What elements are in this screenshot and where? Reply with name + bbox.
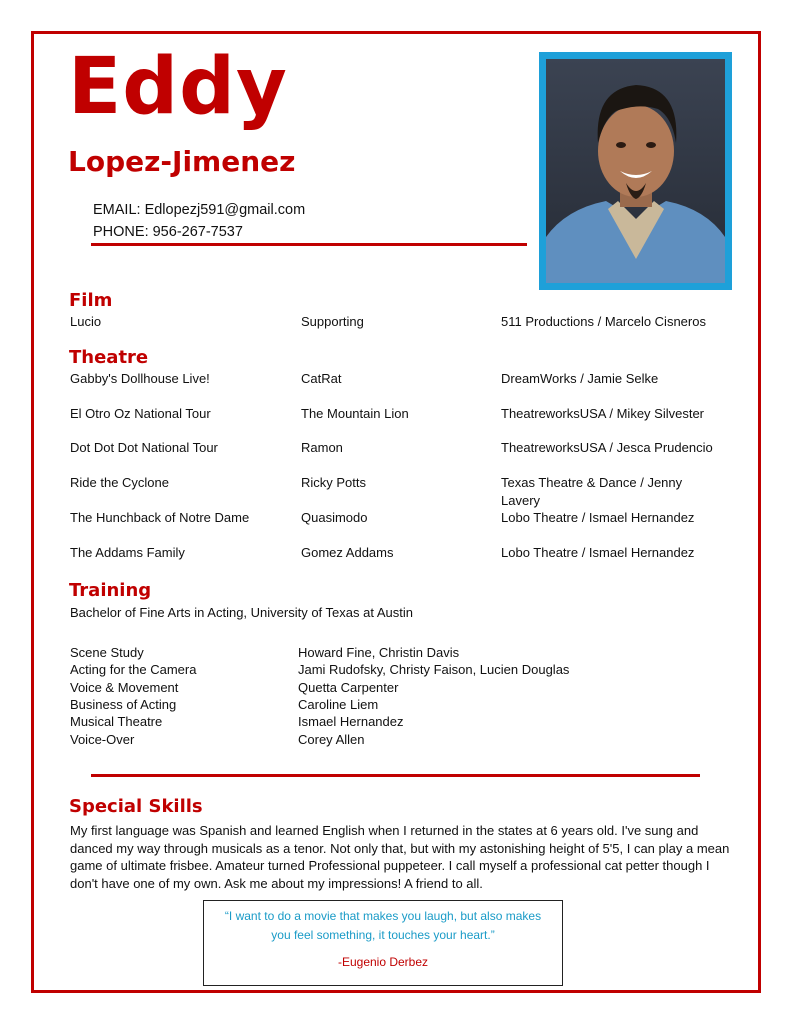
headshot-photo xyxy=(539,52,732,290)
film-company: 511 Productions / Marcelo Cisneros xyxy=(501,314,706,329)
theatre-role: Ramon xyxy=(301,440,343,455)
theatre-role: CatRat xyxy=(301,371,342,386)
quote-box xyxy=(203,900,563,986)
email: EMAIL: Edlopezj591@gmail.com xyxy=(93,202,306,218)
quote-text: “I want to do a movie that makes you laugh, but also makes you feel something, it touches your heart.” xyxy=(224,909,542,942)
phone: PHONE: 956-267-7537 xyxy=(93,224,243,240)
theatre-title: Gabby's Dollhouse Live! xyxy=(70,371,210,386)
training-teacher: Corey Allen xyxy=(298,732,365,747)
training-teacher: Howard Fine, Christin Davis xyxy=(298,645,460,660)
theatre-title: Ride the Cyclone xyxy=(70,475,169,490)
theatre-title: The Hunchback of Notre Dame xyxy=(70,510,250,525)
quote-author: -Eugenio Derbez xyxy=(337,955,429,969)
theatre-heading: Theatre xyxy=(69,347,149,368)
training-teacher: Quetta Carpenter xyxy=(298,680,399,695)
theatre-company: TheatreworksUSA / Mikey Silvester xyxy=(501,406,705,421)
training-subject: Voice & Movement xyxy=(70,680,179,695)
film-role: Supporting xyxy=(301,314,364,329)
skills-text: My first language was Spanish and learned English when I returned in the states at 6 years old. I've sung and danced my way through musicals as a tenor. Not only that, but with my astonishing height of 5'5, I can play a mean game of ultimate frisbee. Amateur turned Professional puppeteer. I call myself a professional cat petter though I don't have one of my own. Ask me about my impressions! A friend to all. xyxy=(70,823,730,891)
headshot-image xyxy=(546,59,725,283)
theatre-role: The Mountain Lion xyxy=(301,406,409,421)
theatre-company: DreamWorks / Jamie Selke xyxy=(501,371,659,386)
film-title: Lucio xyxy=(70,314,102,329)
theatre-company: Texas Theatre & Dance / Jenny Lavery xyxy=(501,475,683,508)
theatre-company: Lobo Theatre / Ismael Hernandez xyxy=(501,545,695,560)
theatre-title: El Otro Oz National Tour xyxy=(70,406,211,421)
training-divider xyxy=(91,774,700,777)
training-teacher: Ismael Hernandez xyxy=(298,714,404,729)
training-subject: Voice-Over xyxy=(70,732,135,747)
theatre-title: The Addams Family xyxy=(70,545,185,560)
training-degree: Bachelor of Fine Arts in Acting, University of Texas at Austin xyxy=(70,605,413,620)
theatre-company: Lobo Theatre / Ismael Hernandez xyxy=(501,510,695,525)
training-subject: Acting for the Camera xyxy=(70,662,197,677)
training-heading: Training xyxy=(69,580,152,601)
theatre-role: Ricky Potts xyxy=(301,475,367,490)
skills-heading: Special Skills xyxy=(69,796,203,817)
training-subject: Musical Theatre xyxy=(70,714,163,729)
training-teacher: Jami Rudofsky, Christy Faison, Lucien Douglas xyxy=(298,662,570,677)
training-subject: Scene Study xyxy=(70,645,144,660)
last-name: Lopez-Jimenez xyxy=(68,145,296,178)
header-divider xyxy=(91,243,527,246)
theatre-role: Quasimodo xyxy=(301,510,368,525)
first-name: Eddy xyxy=(68,42,288,132)
film-heading: Film xyxy=(69,290,113,311)
training-subject: Business of Acting xyxy=(70,697,177,712)
theatre-role: Gomez Addams xyxy=(301,545,394,560)
theatre-company: TheatreworksUSA / Jesca Prudencio xyxy=(501,440,713,455)
theatre-title: Dot Dot Dot National Tour xyxy=(70,440,218,455)
training-teacher: Caroline Liem xyxy=(298,697,379,712)
